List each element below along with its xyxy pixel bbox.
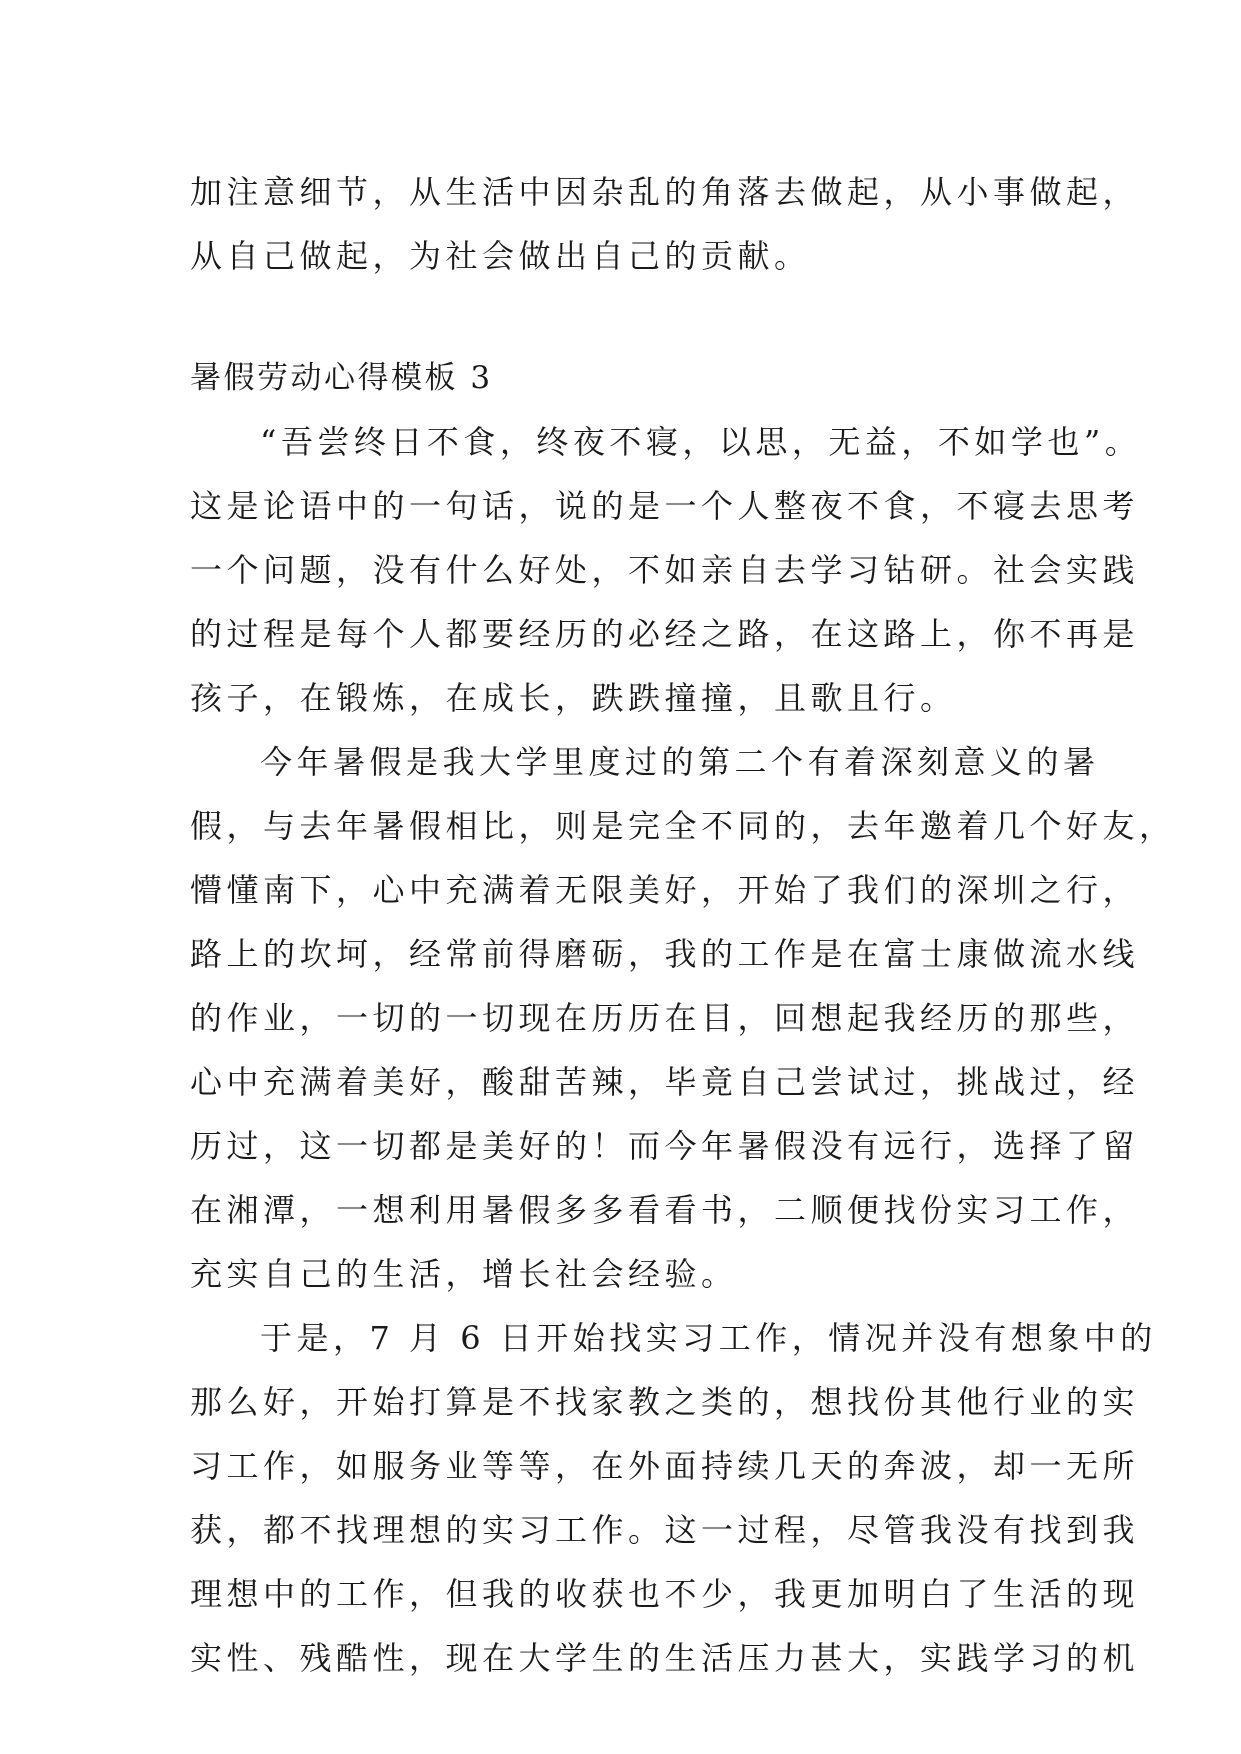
paragraph-1 — [190, 410, 1142, 730]
text-line: 加注意细节，从生活中因杂乱的角落去做起，从小事做起， — [190, 173, 1140, 211]
text-line: 历过，这一切都是美好的！而今年暑假没有远行，选择了留 — [190, 1127, 1140, 1165]
text-line: 路上的坎坷，经常前得磨砺，我的工作是在富士康做流水线 — [190, 935, 1140, 973]
text-line: 一个问题，没有什么好处，不如亲自去学习钻研。社会实践 — [190, 551, 1140, 589]
text-line: 今年暑假是我大学里度过的第二个有着深刻意义的暑 — [260, 743, 1100, 781]
text-line: 那么好，开始打算是不找家教之类的，想找份其他行业的实 — [190, 1383, 1140, 1421]
text-line: 获，都不找理想的实习工作。这一过程，尽管我没有找到我 — [190, 1511, 1140, 1549]
text-line: 心中充满着美好，酸甜苦辣，毕竟自己尝试过，挑战过，经 — [190, 1063, 1140, 1101]
text-line: 于是，7 月 6 日开始找实习工作，情况并没有想象中的 — [260, 1319, 1157, 1357]
text-line: 充实自己的生活，增长社会经验。 — [190, 1255, 738, 1293]
text-line: 从自己做起，为社会做出自己的贡献。 — [190, 237, 811, 275]
text-line: 的作业，一切的一切现在历历在目，回想起我经历的那些， — [190, 999, 1140, 1037]
section-heading: 暑假劳动心得模板 3 — [190, 360, 493, 396]
text-line: 假，与去年暑假相比，则是完全不同的，去年邀着几个好友， — [190, 807, 1176, 845]
text-line: 孩子，在锻炼，在成长，跌跌撞撞，且歌且行。 — [190, 679, 957, 717]
text-line: 在湘潭，一想利用暑假多多看看书，二顺便找份实习工作， — [190, 1191, 1140, 1229]
text-line: 实性、残酷性，现在大学生的生活压力甚大，实践学习的机 — [190, 1639, 1140, 1677]
text-line: 这是论语中的一句话，说的是一个人整夜不食，不寝去思考 — [190, 487, 1140, 525]
text-line: 的过程是每个人都要经历的必经之路，在这路上，你不再是 — [190, 615, 1140, 653]
text-line: 习工作，如服务业等等，在外面持续几天的奔波，却一无所 — [190, 1447, 1140, 1485]
paragraph-2 — [190, 730, 1176, 1306]
document-body — [190, 160, 1176, 1690]
text-line: 懵懂南下，心中充满着无限美好，开始了我们的深圳之行， — [190, 871, 1140, 909]
text-line: 理想中的工作，但我的收获也不少，我更加明白了生活的现 — [190, 1575, 1140, 1613]
intro-paragraph — [190, 160, 1140, 288]
paragraph-3 — [190, 1306, 1157, 1690]
paragraph-gap — [190, 288, 1050, 346]
text-line: “吾尝终日不食，终夜不寝，以思，无益，不如学也”。 — [260, 423, 1142, 461]
